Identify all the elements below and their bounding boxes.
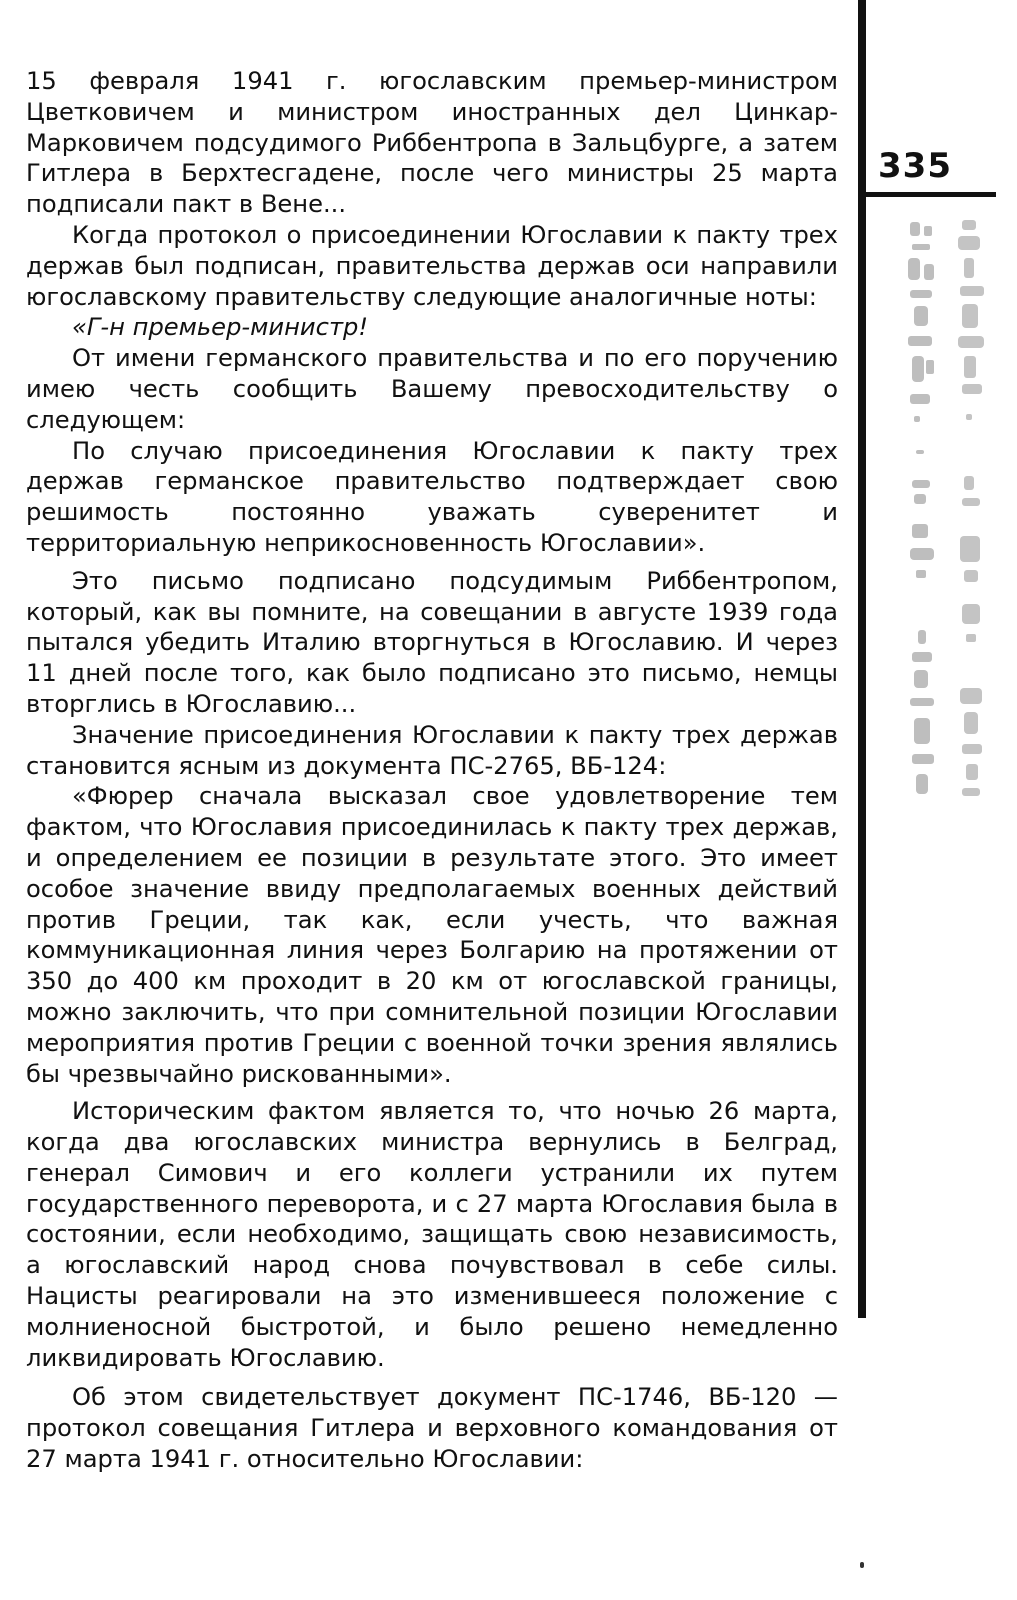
paragraph: Об этом свидетельствует документ ПС-1746, ВБ-120 — протокол совещания Гитлера и верховного командования от 27 марта 1941 г. относительно Югославии:	[26, 1383, 838, 1474]
paragraph: Значение присоединения Югославии к пакту трех держав становится ясным из документа ПС-2765, ВБ-124:	[26, 720, 838, 780]
paragraph: 15 февраля 1941 г. югославским премьер-министром Цветковичем и министром иностранных дел Цинкар-Марковичем подсудимого Риббентропа в Зальцбурге, а затем Гитлера в Берхтесгадене, после чего министры 25 марта подписали пакт в Вене...	[26, 67, 838, 219]
stamp-column-right	[954, 218, 994, 818]
paragraph: Когда протокол о присоединении Югославии к пакту трех держав был подписан, правительства держав оси направили югославскому правительству следующие аналогичные ноты:	[26, 220, 838, 311]
margin-vertical-rule	[858, 0, 866, 1318]
paragraph: По случаю присоединения Югославии к пакту трех держав германское правительство подтверждает свою решимость постоянно уважать суверенитет и территориальную неприкосновенность Югославии».	[26, 436, 838, 557]
quote-paragraph: «Фюрер сначала высказал свое удовлетворение тем фактом, что Югославия присоединилась к пакту трех держав, и определением ее позиции в результате этого. Это имеет особое значение ввиду предполагаемых военных действий против Греции, так как, если учесть, что важная коммуникационная линия через Болгарию на протяжении от 350 до 400 км проходит в 20 км от югославской границы, можно заключить, что при сомнительной позиции Югославии мероприятия против Греции с военной точки зрения являлись бы чрезвычайно рискованными».	[26, 782, 838, 1088]
paragraph: От имени германского правительства и по его поручению имею честь сообщить Вашему превосходительству о следующем:	[26, 344, 838, 434]
quote-salutation: «Г-н премьер-министр!	[72, 313, 369, 342]
body-text	[26, 66, 838, 1475]
paragraph: Это письмо подписано подсудимым Риббентропом, который, как вы помните, на совещании в августе 1939 года пытался убедить Италию вторгнуться в Югославию. И через 11 дней после того, как было подписано это письмо, немцы вторглись в Югославию...	[26, 566, 838, 718]
faded-margin-stamp	[892, 218, 1000, 828]
page-number: 335	[878, 146, 952, 186]
page-number-underline	[866, 192, 996, 197]
stray-ink-mark	[860, 1562, 864, 1568]
paragraph: Историческим фактом является то, что ночью 26 марта, когда два югославских министра вернулись в Белград, генерал Симович и его коллеги устранили их путем государственного переворота, и с 27 марта Югославия была в состоянии, если необходимо, защищать свою независимость, а югославский народ снова почувствовал в себе силы. Нацисты реагировали на это изменившееся положение с молниеносной быстротой, и было решено немедленно ликвидировать Югославию.	[26, 1097, 838, 1372]
stamp-column-left	[904, 218, 944, 818]
